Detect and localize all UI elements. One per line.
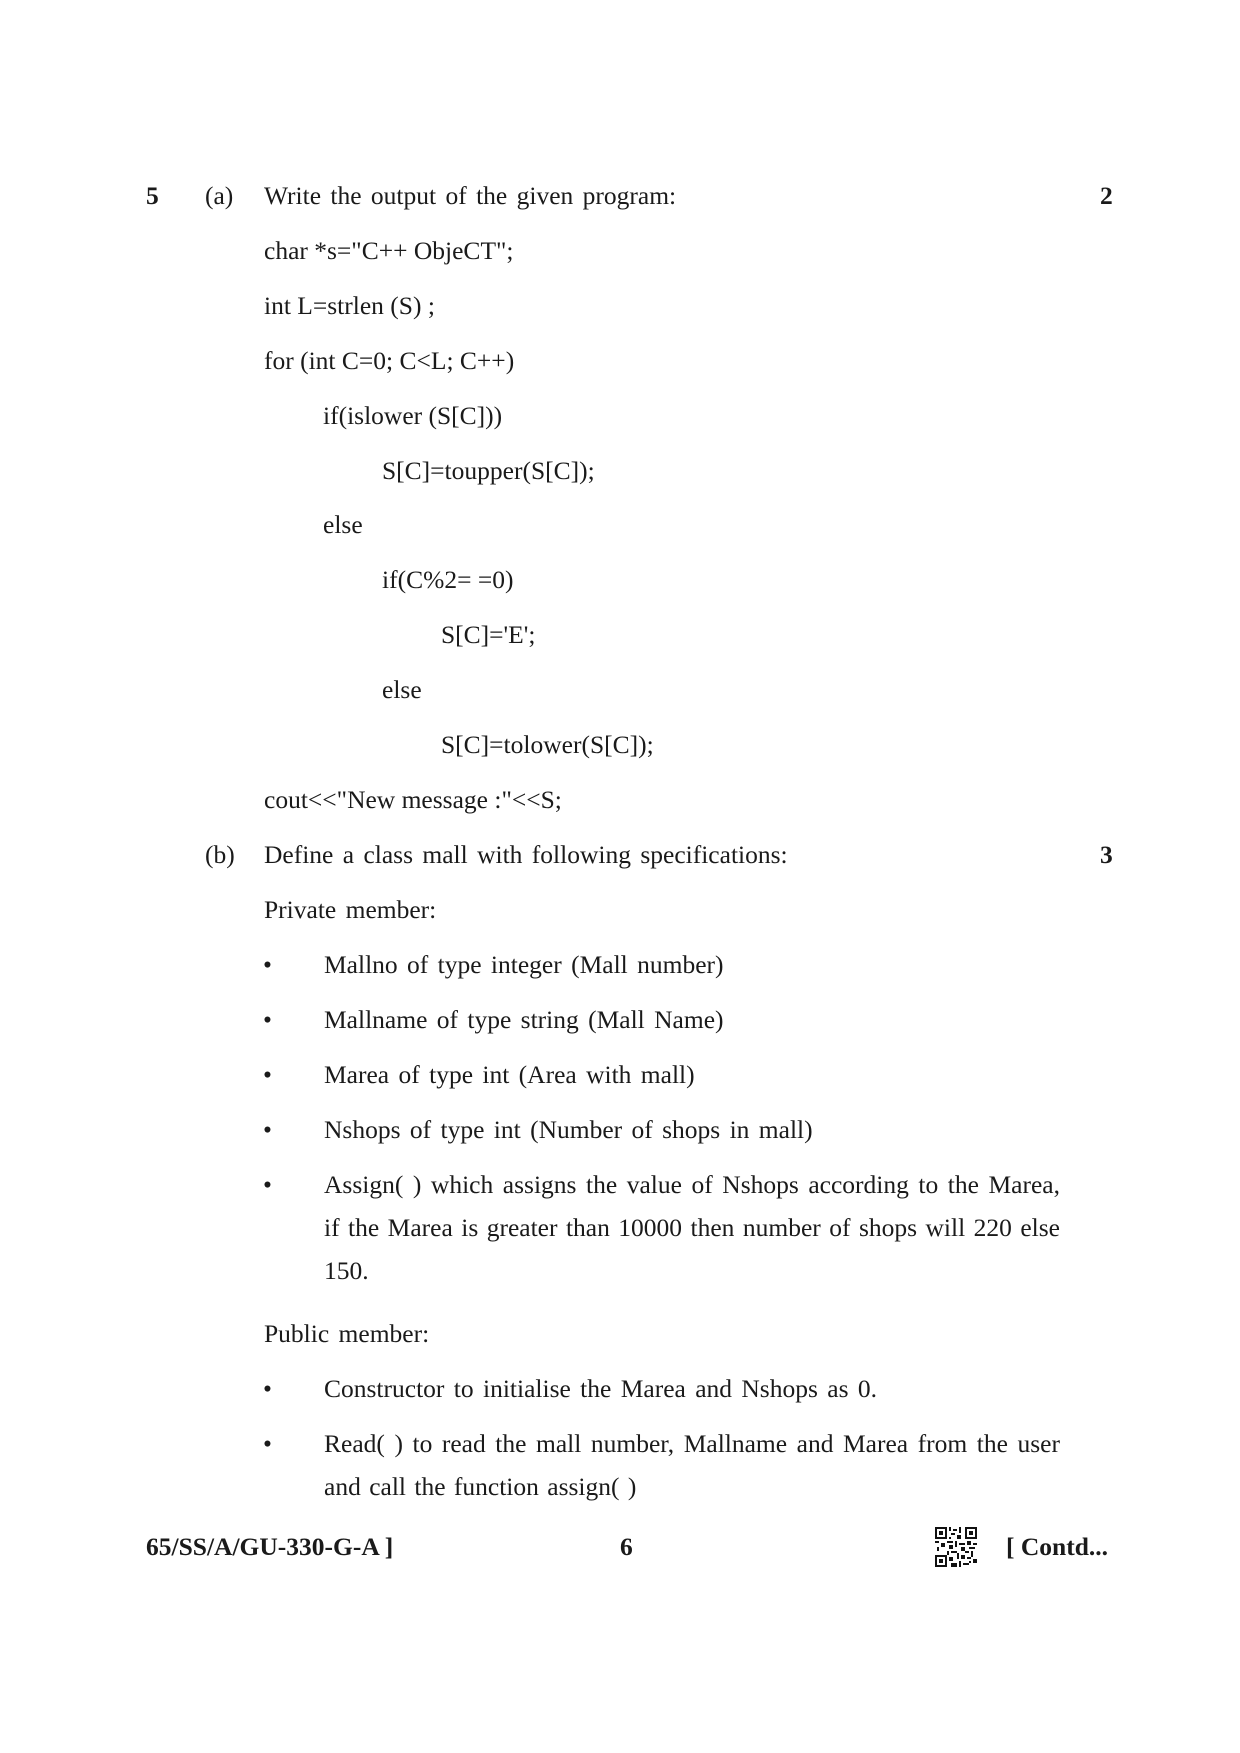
bullet-icon: • [263,950,272,979]
qr-code-icon [935,1527,977,1567]
code-line: S[C]=tolower(S[C]); [441,730,654,759]
bullet-icon: • [263,1170,272,1199]
code-line: else [323,510,363,539]
list-item: Read( ) to read the mall number, Mallname and Marea from the user and call the function assign( ) [324,1429,1060,1501]
footer-paper-code: 65/SS/A/GU-330-G-A ] [146,1532,394,1561]
code-line: if(islower (S[C])) [323,401,503,430]
code-line: for (int C=0; C<L; C++) [264,346,515,375]
bullet-icon: • [263,1115,272,1144]
question-number: 5 [146,181,159,210]
code-line: cout<<"New message :"<<S; [264,785,562,814]
code-line: if(C%2= =0) [382,565,514,594]
list-item: Constructor to initialise the Marea and Nshops as 0. [324,1374,878,1403]
bullet-icon: • [263,1060,272,1089]
private-heading: Private member: [264,895,437,924]
code-line: char *s="C++ ObjeCT"; [264,236,514,265]
part-a-label: (a) [205,181,234,210]
list-item: Nshops of type int (Number of shops in mall) [324,1115,813,1144]
bullet-icon: • [263,1374,272,1403]
page-number: 6 [620,1532,633,1561]
bullet-icon: • [263,1005,272,1034]
part-b-marks: 3 [1100,840,1113,869]
continued-label: [ Contd... [1006,1532,1109,1561]
list-item: Mallno of type integer (Mall number) [324,950,724,979]
part-a-marks: 2 [1100,181,1113,210]
bullet-icon: • [263,1429,272,1458]
part-b-label: (b) [205,840,235,869]
code-line: S[C]='E'; [441,620,536,649]
list-item: Marea of type int (Area with mall) [324,1060,695,1089]
public-heading: Public member: [264,1319,430,1348]
part-a-prompt: Write the output of the given program: [264,181,677,210]
list-item: Mallname of type string (Mall Name) [324,1005,724,1034]
code-line: int L=strlen (S) ; [264,291,435,320]
code-line: else [382,675,422,704]
part-b-prompt: Define a class mall with following specifications: [264,840,788,869]
list-item: Assign( ) which assigns the value of Nshops according to the Marea, if the Marea is greater than 10000 then number of shops will 220 else 150. [324,1170,1060,1285]
code-line: S[C]=toupper(S[C]); [382,456,595,485]
